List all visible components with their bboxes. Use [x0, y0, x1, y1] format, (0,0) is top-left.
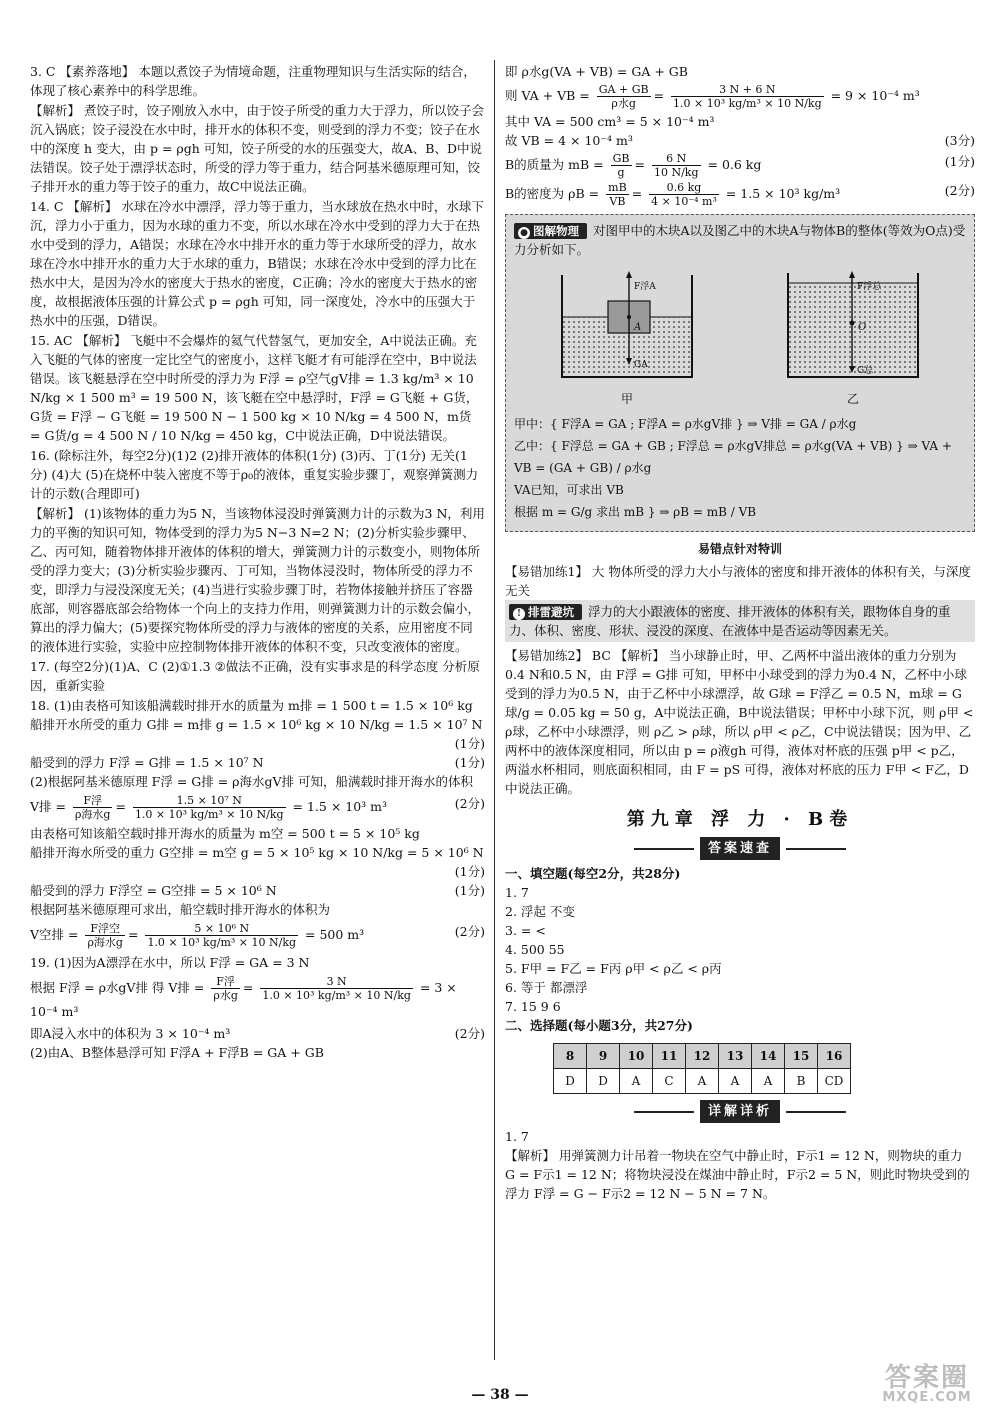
fraction: [211, 975, 240, 1002]
bulb-icon: ●: [518, 227, 530, 239]
table-cell: 13: [719, 1044, 752, 1069]
fraction: [606, 181, 629, 208]
detail-1-analysis: 【解析】 用弹簧测力计吊着一物块在空气中静止时，F示1 = 12 N，则物块的重力 G = F示1 = 12 N；将物块浸没在煤油中静止时，F示2 = 5 N，则此时物块受到的浮力 F浮 = G − F示2 = 12 N − 5 N = 7 N。: [505, 1148, 970, 1201]
denominator: 1.0 × 10³ kg/m³ × 10 N/kg: [134, 808, 284, 821]
fraction: [649, 181, 719, 208]
table-cell: 8: [554, 1044, 587, 1069]
answer-7: 7. 15 9 6: [505, 999, 561, 1014]
q18-line-i: 根据阿基米德原理可求出，船空载时排开海水的体积为: [30, 902, 331, 917]
score: (1分): [454, 755, 485, 770]
q18-line-f: 由表格可知该船空载时排开海水的质量为 m空 = 500 t = 5 × 10⁵ kg: [30, 826, 420, 841]
force-analysis: [514, 413, 966, 523]
answer-1: 1. 7: [505, 885, 529, 900]
fraction: [652, 152, 701, 179]
table-cell: 15: [785, 1044, 818, 1069]
formula-lhs: V排 =: [30, 799, 66, 814]
answer-6: 6. 等于 都漂浮: [505, 980, 588, 995]
fraction: [73, 794, 113, 821]
formula-result: = 3 × 10⁻⁴ m³: [30, 980, 457, 1019]
formula-lhs: B的质量为 mB =: [505, 157, 604, 172]
section-choice: 二、选择题(每小题3分，共27分): [505, 1018, 693, 1033]
formula-result: = 9 × 10⁻⁴ m³: [830, 88, 920, 103]
watermark-url: MXQE.COM: [882, 1390, 972, 1405]
denominator: ρ水g: [213, 989, 238, 1002]
q19-line-a: 19. (1)因为A漂浮在水中，所以 F浮 = GA = 3 N: [30, 955, 310, 970]
label-g-total: G总: [857, 366, 874, 376]
denominator: 1.0 × 10³ kg/m³ × 10 N/kg: [147, 936, 297, 949]
vb-value: 故 VB = 4 × 10⁻⁴ m³: [505, 133, 633, 148]
numerator: F浮: [73, 794, 113, 808]
table-cell: 10: [620, 1044, 653, 1069]
denominator: 1.0 × 10³ kg/m³ × 10 N/kg: [262, 989, 411, 1002]
r-line-1: 即 ρ水g(VA + VB) = GA + GB: [505, 64, 688, 79]
badge-label: 图解物理: [533, 224, 579, 238]
table-row: [554, 1069, 851, 1094]
detailed-analysis-banner: [505, 1100, 975, 1123]
formula-result: = 500 m³: [305, 927, 365, 942]
r-density-formula: B的密度为 ρB = $\frac{mB}{VB}$ = $\frac{0.6 kg}{\text{4 × 10⁻⁴ m³}}$ = 1.5 × 10³ kg/m³ (2分): [505, 181, 975, 208]
table-cell: 9: [587, 1044, 620, 1069]
figure-intro: [514, 221, 966, 259]
left-column: [30, 62, 485, 1062]
table-cell: 16: [818, 1044, 851, 1069]
column-divider: [494, 60, 495, 1360]
numerator: mB: [608, 181, 627, 194]
label-a: A: [634, 322, 642, 333]
numerator: 3 N: [260, 975, 413, 989]
beaker-yi-drawing: [768, 265, 938, 385]
q19-volume-formula: 根据 F浮 = ρ水gV排 得 V排 = $\frac{\text{F浮}}{\text{ρ水g}}$ = $\frac{3 N}{\text{1.0 × 10³ kg/m³ × 10 N/kg}}$ = 3 × 10⁻⁴ m³: [30, 975, 457, 1019]
label-f-float-a: F浮A: [634, 282, 656, 292]
denominator: ρ海水g: [87, 936, 123, 949]
pitfall-badge: [509, 604, 582, 620]
fraction: [260, 975, 413, 1002]
score: (3分): [944, 133, 975, 148]
site-watermark: [872, 1363, 982, 1414]
pitfall-text: 浮力的大小跟液体的密度、排开液体的体积有关，跟物体自身的重力、体积、密度、形状、浸没的深度、在液体中是否运动等因素无关。: [509, 604, 951, 638]
table-cell: 14: [752, 1044, 785, 1069]
right-column: [505, 62, 975, 1203]
q14-answer: 14. C 【解析】 水球在冷水中漂浮，浮力等于重力，当水球放在热水中时，水球下沉，浮力小于重力，因为水球的重力不变，所以水球在冷水中受到的浮力大于在热水中受到的浮力，A错误；水球在冷水中排开水的重力等于水球所受的浮力，故水球在冷水中排开水的重力大于水球的重力，B错误；水球在冷水中受到的浮力比在热水中大，是因为冷水的密度大于热水的密度，C正确；冷水的密度大于热水的密度，故根据液体压强的计算公式 p = ρgh 可知，同一深度处，冷水中的压强大于热水中的压强，D错误。: [30, 199, 484, 328]
q18-line-b-score: [30, 734, 485, 753]
score: (2分): [944, 183, 975, 198]
warning-icon: !: [513, 608, 525, 620]
denominator: ρ水g: [611, 97, 636, 110]
q18-buoyancy-eq: 船受到的浮力 F浮 = G排 = 1.5 × 10⁷ N: [30, 755, 264, 770]
q16-head: 16. (除标注外，每空2分)(1)2 (2)排开液体的体积(1分) (3)丙、丁(1分) 无关(1分) (4)大 (5)在烧杯中装入密度不等于ρ₀的液体，重复实验步骤丁，观察弹簧测力计的示数(合理即可): [30, 448, 479, 501]
q18-line-g: 船排开海水所受的重力 G空排 = m空 g = 5 × 10⁵ kg × 10 N/kg = 5 × 10⁶ N: [30, 845, 484, 860]
table-cell: 12: [686, 1044, 719, 1069]
fraction: [671, 83, 824, 110]
score: (2分): [454, 1026, 485, 1041]
answer-3: 3. = <: [505, 923, 546, 938]
force-diagrams: [514, 265, 966, 409]
q18-weight-eq: 船排开水所受的重力 G排 = m排 g = 1.5 × 10⁶ kg × 10 N/kg = 1.5 × 10⁷ N: [30, 717, 483, 732]
table-cell: CD: [818, 1069, 851, 1094]
table-cell: B: [785, 1069, 818, 1094]
denominator: 4 × 10⁻⁴ m³: [651, 195, 717, 208]
answer-4: 4. 500 55: [505, 942, 565, 957]
fraction: [611, 152, 632, 179]
q19-volume-text: 即A浸入水中的体积为 3 × 10⁻⁴ m³: [30, 1026, 231, 1041]
fraction: [145, 922, 298, 949]
formula-lhs: B的密度为 ρB =: [505, 186, 600, 201]
badge-label: 排雷避坑: [528, 605, 574, 619]
choice-answer-table: [553, 1043, 851, 1094]
error-practice-2: 【易错加练2】 BC 【解析】 当小球静止时，甲、乙两杯中溢出液体的重力分别为0.4 N和0.5 N，由 F浮 = G排 可知，甲杯中小球受到的浮力为0.4 N，乙杯中小球受到的浮力为0.5 N，由于乙杯中小球漂浮，故 G球 = F浮乙 = 0.5 N，m球 = G球/g = 0.05 kg = 50 g，A中说法正确，B中说法错误；甲杯中小球下沉，则 ρ甲 < ρ球，乙杯中小球漂浮，则 ρ乙 > ρ球，所以 ρ甲 < ρ乙，C中说法错误；因为甲、乙两杯中的液体深度相同，所以由 p = ρ液gh 可得，液体对杯底的压强 p甲 < p乙，两溢水杯相同，则底面积相同，由 F = pS 可得，液体对杯底的压力 F甲 < F乙，D中说法正确。: [505, 648, 974, 796]
denominator: VB: [609, 195, 626, 208]
score: (1分): [454, 736, 485, 751]
table-cell: D: [587, 1069, 620, 1094]
r-line-3: 其中 VA = 500 cm³ = 5 × 10⁻⁴ m³: [505, 114, 715, 129]
formula-result: = 1.5 × 10³ kg/m³: [725, 186, 841, 201]
numerator: 0.6 kg: [649, 181, 719, 195]
q3-head: 3. C 【素养落地】 本题以煮饺子为情境命题，注重物理知识与生活实际的结合，体现了核心素养中的科学思维。: [30, 64, 476, 98]
caption-jia: 甲: [620, 392, 633, 406]
watermark-logo: 答案圈: [884, 1363, 969, 1393]
divider: [634, 1111, 694, 1113]
diagram-yi: [768, 265, 938, 409]
formula-result: = 1.5 × 10³ m³: [292, 799, 388, 814]
banner-label: 详解详析: [700, 1100, 780, 1123]
label-o: O: [858, 322, 867, 333]
numerator: F浮: [211, 975, 240, 989]
fraction: [133, 794, 286, 821]
detail-1: 1. 7: [505, 1129, 529, 1144]
analysis-yi: 乙中：{ F浮总 = GA + GB ; F浮总 = ρ水gV排总 = ρ水g(VA + VB) } ⇒ VA + VB = (GA + GB) / ρ水g: [514, 439, 952, 475]
q16-analysis: 【解析】 (1)该物体的重力为5 N，当该物体浸没时弹簧测力计的示数为3 N，利用力的平衡的知识可知，物体受到的浮力为5 N−3 N=2 N；(2)分析实验步骤甲、乙、丙可知，随着物体排开液体的体积的增大，弹簧测力计的示数变小，则物体所受的浮力变大；(3)分析实验步骤丙、丁可知，当物体浸没时，物体所受的浮力不变，即浮力与浸没深度无关；(4)当进行实验步骤丁时，若物体接触并挤压了容器底部，则容器底部会给物体一个向上的支持力作用，则弹簧测力计的示数会偏小，算出的浮力偏大；(5)要探究物体所受的浮力与液体的密度的关系，应用密度不同的液体进行实验，实验中应控制物体排开液体的体积不变，只改变液体的密度。: [30, 506, 485, 654]
table-cell: 11: [653, 1044, 686, 1069]
answer-quickcheck-banner: [505, 837, 975, 860]
caption-yi: 乙: [846, 392, 859, 406]
special-training-title: 易错点针对特训: [697, 542, 782, 556]
table-cell: D: [554, 1069, 587, 1094]
q18-line-h: [30, 881, 485, 900]
numerator: 1.5 × 10⁷ N: [133, 794, 286, 808]
beaker-jia-drawing: [542, 265, 712, 385]
q18-line-b: [30, 715, 485, 734]
score: (1分): [454, 864, 485, 879]
answer-5: 5. F甲 = F乙 = F丙 ρ甲 < ρ乙 < ρ丙: [505, 961, 722, 976]
fraction: [597, 83, 651, 110]
pitfall-box: [505, 600, 975, 642]
formula-lhs: 则 VA + VB =: [505, 88, 590, 103]
numerator: GB: [612, 152, 630, 165]
formula-result: = 0.6 kg: [707, 157, 762, 172]
score: (2分): [454, 796, 485, 811]
numerator: GA + GB: [598, 83, 649, 96]
score: (1分): [454, 883, 485, 898]
q3-analysis: 【解析】 煮饺子时，饺子刚放入水中，由于饺子所受的重力大于浮力，所以饺子会沉入锅底；饺子浸没在水中时，排开水的体积不变，则受到的浮力不变；饺子在水中的深度 h 变大，由 p = ρgh 可知，饺子所受的水的压强变大，故A、B、D中说法错误。饺子处于漂浮状态时，所受的浮力等于重力，结合阿基米德原理可知，饺子排开水的重力等于饺子的重力，故C中说法正确。: [30, 103, 484, 194]
score: (1分): [944, 154, 975, 169]
figure-intro-text: 对图甲中的木块A以及图乙中的木块A与物体B的整体(等效为O点)受力分析如下。: [514, 223, 966, 257]
label-g-a: GA: [634, 360, 648, 370]
diagram-physics-box: [505, 214, 975, 532]
numerator: 3 N + 6 N: [671, 83, 824, 97]
formula-lhs: V空排 =: [30, 927, 79, 942]
q18-line-g-score: [30, 862, 485, 881]
numerator: F浮空: [85, 922, 125, 936]
formula-lhs: 根据 F浮 = ρ水gV排 得 V排 =: [30, 980, 205, 995]
score: (2分): [454, 924, 485, 939]
answer-2: 2. 浮起 不变: [505, 904, 575, 919]
diagram-jia: [542, 265, 712, 409]
q18-empty-volume-formula: V空排 = $\frac{\text{F浮空}}{\text{ρ海水g}}$ = $\frac{\text{5 × 10⁶ N}}{\text{1.0 × 10³ kg/m³ × 10 N/kg}}$ = 500 m³ (2分): [30, 922, 485, 949]
q18-volume-formula: V排 = $\frac{\text{F浮}}{\text{ρ海水g}}$ = $\frac{\text{1.5 × 10⁷ N}}{\text{1.0 × 10³ kg/m³ × 10 N/kg}}$ = 1.5 × 10³ m³ (2分): [30, 794, 485, 821]
table-cell: C: [653, 1069, 686, 1094]
analysis-density: 根据 m = G/g 求出 mB } ⇒ ρB = mB / VB: [514, 505, 757, 519]
q15-answer: 15. AC 【解析】 飞艇中不会爆炸的氦气代替氢气，更加安全，A中说法正确。充入飞艇的气体的密度一定比空气的密度小，这样飞艇才有可能浮在空中，B中说法错误。该飞艇悬浮在空中时所受的浮力为 F浮 = ρ空气gV排 = 1.3 kg/m³ × 10 N/kg × 1 500 m³ = 19 500 N，该飞艇在空中悬浮时，F浮 = G飞艇 + G货，G货 = F浮 − G飞艇 = 19 500 N − 1 500 kg × 10 N/kg = 4 500 N，m货 = G货/g = 4 500 N / 10 N/kg = 450 kg，C中说法正确，D中说法错误。: [30, 333, 479, 443]
q17-answer: 17. (每空2分)(1)A、C (2)①1.3 ②做法不正确，没有实事求是的科学态度 分析原因，重新实验: [30, 659, 480, 693]
divider: [786, 848, 846, 850]
q19-line-c: [30, 1024, 485, 1043]
error-practice-1: 【易错加练1】 大 物体所受的浮力大小与液体的密度和排开液体的体积有关，与深度无关: [505, 564, 971, 598]
r-volume-sum-formula: 则 VA + VB = $\frac{GA + GB}{\text{ρ水g}}$ = $\frac{3 N + 6 N}{\text{1.0 × 10³ kg/m³ × 10 N/kg}}$ = 9 × 10⁻⁴ m³: [505, 83, 920, 110]
chapter-title: 第九章 浮 力 · B卷: [626, 809, 854, 830]
fraction: [85, 922, 125, 949]
numerator: 5 × 10⁶ N: [145, 922, 298, 936]
table-cell: A: [752, 1069, 785, 1094]
q18-line-a: 18. (1)由表格可知该船满载时排开水的质量为 m排 = 1 500 t = 1.5 × 10⁶ kg: [30, 698, 473, 713]
denominator: 10 N/kg: [653, 166, 699, 179]
figure-badge: [514, 223, 587, 239]
q18-line-c: [30, 753, 485, 772]
banner-label: 答案速查: [700, 837, 780, 860]
q19-line-d: (2)由A、B整体悬浮可知 F浮A + F浮B = GA + GB: [30, 1045, 324, 1060]
page-number: — 38 —: [471, 1387, 529, 1403]
q18-empty-buoyancy: 船受到的浮力 F浮空 = G空排 = 5 × 10⁶ N: [30, 883, 277, 898]
label-f-float-total: F浮总: [857, 282, 882, 292]
r-line-4: [505, 131, 975, 150]
analysis-va-known: VA已知，可求出 VB: [514, 483, 624, 497]
numerator: 6 N: [652, 152, 701, 166]
r-mass-formula: B的质量为 mB = $\frac{GB}{g}$ = $\frac{6 N}{10 N/kg}$ = 0.6 kg (1分): [505, 152, 975, 179]
divider: [786, 1111, 846, 1113]
analysis-jia: 甲中：{ F浮A = GA ; F浮A = ρ水gV排 } ⇒ V排 = GA / ρ水g: [514, 417, 857, 431]
denominator: ρ海水g: [74, 808, 111, 821]
denominator: 1.0 × 10³ kg/m³ × 10 N/kg: [673, 97, 822, 110]
table-cell: A: [686, 1069, 719, 1094]
q18-line-d: (2)根据阿基米德原理 F浮 = G排 = ρ海水gV排 可知，船满载时排开海水的体积: [30, 774, 474, 789]
table-header-row: [554, 1044, 851, 1069]
table-cell: A: [719, 1069, 752, 1094]
section-fill-blank: 一、填空题(每空2分，共28分): [505, 866, 681, 881]
divider: [634, 848, 694, 850]
table-cell: A: [620, 1069, 653, 1094]
denominator: g: [617, 166, 625, 179]
